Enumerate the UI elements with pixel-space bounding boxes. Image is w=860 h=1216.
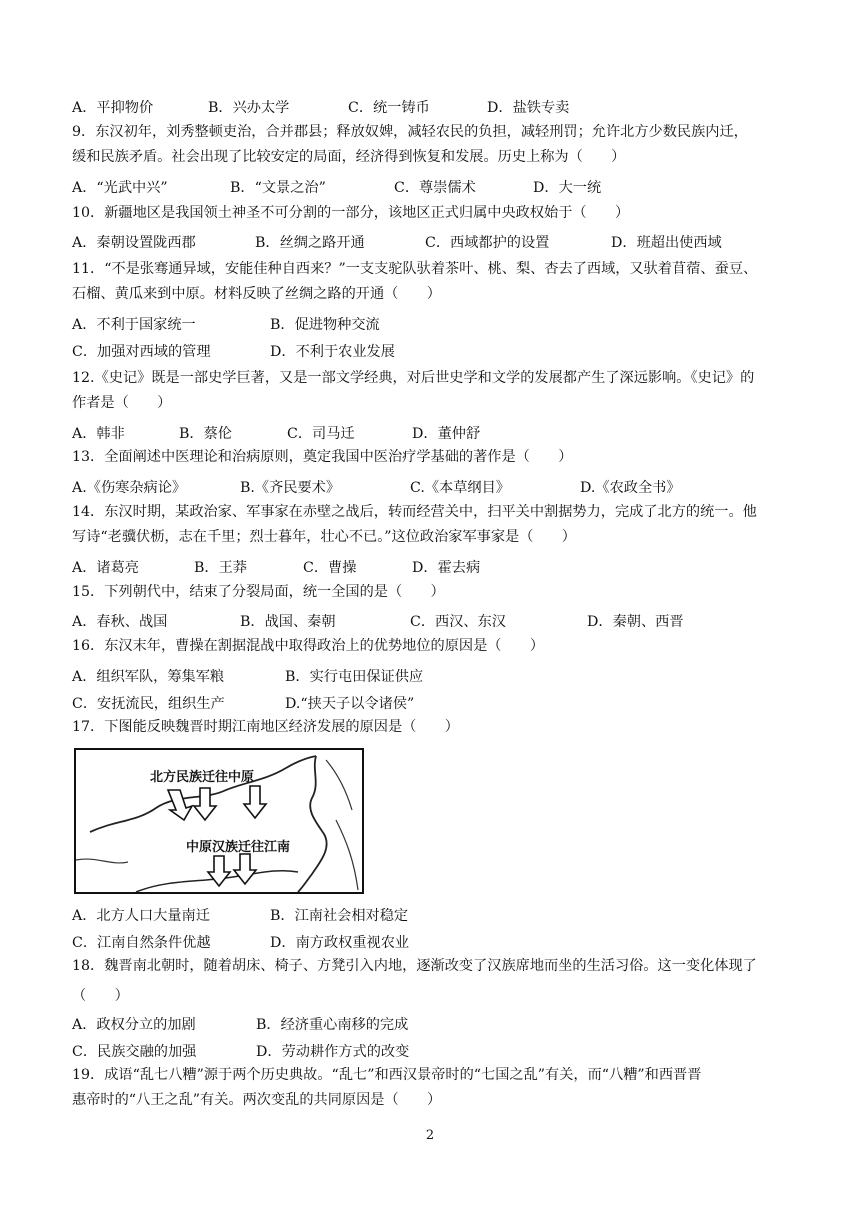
q18-option-a: A．政权分立的加剧 (72, 1017, 196, 1033)
q19-stem-line2: 惠帝时的“八王之乱”有关。两次变乱的共同原因是（ ） (72, 1092, 442, 1108)
q10-stem: 10．新疆地区是我国领土神圣不可分割的一部分，该地区正式归属中央政权始于（ ） (72, 205, 630, 221)
q14-option-c: C．曹操 (303, 560, 357, 576)
q10-option-a: A．秦朝设置陇西郡 (72, 235, 196, 251)
q17-stem: 17．下图能反映魏晋时期江南地区经济发展的原因是（ ） (72, 719, 459, 735)
q9-option-d: D．大一统 (533, 180, 602, 196)
q14-option-d: D．霍去病 (412, 560, 481, 576)
q17-option-d: D．南方政权重视农业 (270, 935, 410, 951)
q12-stem-line1: 12.《史记》既是一部史学巨著，又是一部文学经典，对后世史学和文学的发展都产生了深远影响。《史记》的 (72, 370, 755, 386)
q15-option-d: D．秦朝、西晋 (587, 614, 684, 630)
q14-option-a: A．诸葛亮 (72, 560, 139, 576)
q13-option-a: A.《伤寒杂病论》 (72, 480, 187, 496)
q9-stem-line2: 缓和民族矛盾。社会出现了比较安定的局面，经济得到恢复和发展。历史上称为（ ） (72, 149, 626, 165)
q11-option-d: D．不利于农业发展 (270, 344, 395, 360)
q11-stem-line1: 11．“不是张骞通异域，安能佳种自西来？”一支支驼队驮着茶叶、桃、梨、杏去了西域，又驮着苜蓿、蚕豆、 (72, 261, 758, 277)
q13-stem: 13．全面阐述中医理论和治病原则，奠定我国中医治疗学基础的著作是（ ） (72, 449, 573, 465)
q17-option-c: C．江南自然条件优越 (72, 935, 211, 951)
q13-option-c: C.《本草纲目》 (410, 480, 510, 496)
q13-option-b: B.《齐民要术》 (240, 480, 341, 496)
q12-option-d: D．董仲舒 (412, 426, 481, 442)
q11-stem-line2: 石榴、黄瓜来到中原。材料反映了丝绸之路的开通（ ） (72, 286, 441, 302)
q15-option-a: A．春秋、战国 (72, 614, 168, 630)
q16-option-d: D.“挟天子以令诸侯” (285, 696, 415, 712)
q18-option-b: B．经济重心南移的完成 (256, 1017, 409, 1033)
q11-option-b: B．促进物种交流 (270, 317, 380, 333)
q16-option-b: B．实行屯田保证供应 (285, 669, 424, 685)
q15-stem: 15．下列朝代中，结束了分裂局面，统一全国的是（ ） (72, 584, 445, 600)
q12-option-a: A．韩非 (72, 426, 125, 442)
q18-stem-line1: 18．魏晋南北朝时，随着胡床、椅子、方凳引入内地，逐渐改变了汉族席地而坐的生活习俗。这一变化体现了 (72, 958, 757, 974)
q11-option-a: A．不利于国家统一 (72, 317, 196, 333)
q18-option-d: D．劳动耕作方式的改变 (256, 1044, 410, 1060)
q11-option-c: C．加强对西域的管理 (72, 344, 211, 360)
q10-option-d: D．班超出使西域 (611, 235, 722, 251)
page-number: 2 (425, 1128, 435, 1143)
q18-option-c: C．民族交融的加强 (72, 1044, 197, 1060)
q10-option-b: B．丝绸之路开通 (255, 235, 365, 251)
q17-option-b: B．江南社会相对稳定 (270, 908, 409, 924)
q17-option-a: A．北方人口大量南迁 (72, 908, 210, 924)
q8-option-c: C．统一铸币 (348, 100, 430, 116)
q16-option-c: C．安抚流民，组织生产 (72, 696, 225, 712)
map-label-north: 北方民族迁往中原 (150, 770, 255, 785)
q18-stem-line2: （ ） (72, 988, 129, 1004)
q15-option-b: B．战国、秦朝 (240, 614, 336, 630)
q9-option-a: A．“光武中兴” (72, 180, 168, 196)
q19-stem-line1: 19．成语“乱七八糟”源于两个历史典故。“乱七”和西汉景帝时的“七国之乱”有关，而“八糟”和西晋晋 (72, 1067, 702, 1083)
q9-option-c: C．尊崇儒术 (394, 180, 476, 196)
q8-option-b: B．兴办太学 (208, 100, 290, 116)
map-arrows (76, 750, 362, 892)
q14-option-b: B．王莽 (194, 560, 247, 576)
map-label-south: 中原汉族迁往江南 (186, 840, 291, 855)
q12-option-c: C．司马迁 (287, 426, 355, 442)
q8-option-a: A．平抑物价 (72, 100, 154, 116)
q9-option-b: B．“文景之治” (230, 180, 326, 196)
q14-stem-line1: 14．东汉时期，某政治家、军事家在赤壁之战后，转而经营关中，扫平关中割据势力，完成了北方的统一。他 (72, 504, 757, 520)
q12-stem-line2: 作者是（ ） (72, 395, 172, 411)
q8-option-d: D．盐铁专卖 (487, 100, 570, 116)
q16-option-a: A．组织军队，筹集军粮 (72, 669, 225, 685)
q10-option-c: C．西域都护的设置 (425, 235, 550, 251)
q16-stem: 16．东汉末年，曹操在割据混战中取得政治上的优势地位的原因是（ ） (72, 638, 545, 654)
q12-option-b: B．蔡伦 (179, 426, 232, 442)
q9-stem-line1: 9．东汉初年，刘秀整顿吏治，合并郡县；释放奴婢，减轻农民的负担，减轻刑罚；允许北方少数民族内迁， (72, 124, 748, 140)
q13-option-d: D.《农政全书》 (580, 480, 681, 496)
q14-stem-line2: 写诗“老骥伏枥，志在千里；烈士暮年，壮心不已。”这位政治家军事家是（ ） (72, 529, 576, 545)
migration-map (74, 748, 364, 894)
q15-option-c: C．西汉、东汉 (410, 614, 506, 630)
